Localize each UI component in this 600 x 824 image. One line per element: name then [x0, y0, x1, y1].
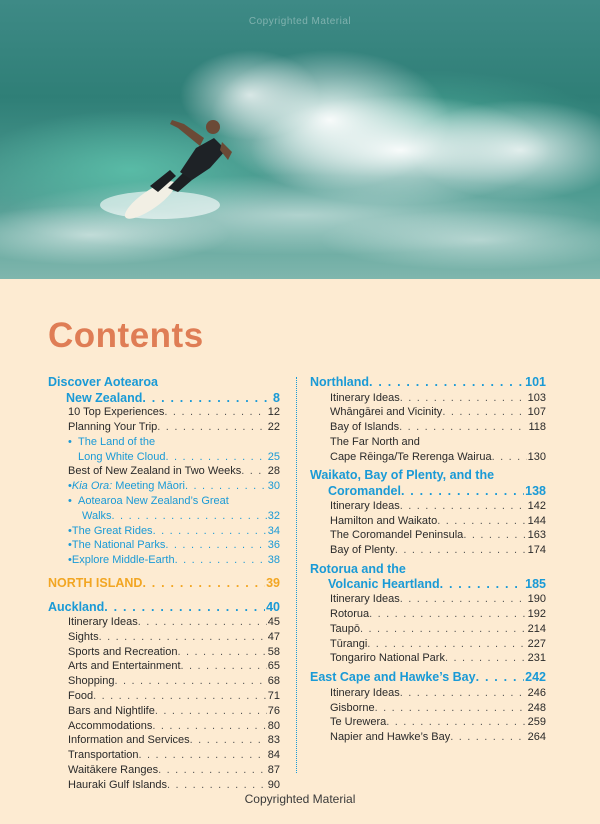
- surfer-on-wave-image: [0, 0, 600, 279]
- toc-item-page: 118: [528, 421, 546, 434]
- toc-item-page: 174: [527, 544, 546, 557]
- leader-dots: [367, 637, 526, 652]
- toc-item-label: Sports and Recreation: [68, 645, 178, 658]
- toc-item-label: Accommodations: [68, 719, 153, 732]
- toc-item-page: 84: [267, 749, 280, 762]
- toc-item[interactable]: Planning Your Trip . . . 22: [48, 420, 280, 435]
- toc-item-label: Information and Services: [68, 734, 190, 747]
- leader-dots: [369, 607, 527, 622]
- toc-item[interactable]: [310, 543, 546, 558]
- toc-item-label: Sights: [68, 630, 99, 643]
- toc-item[interactable]: [310, 651, 546, 666]
- toc-item-page: 90: [267, 778, 280, 791]
- toc-right-column: [310, 374, 546, 745]
- toc-item-page: 87: [267, 764, 280, 777]
- toc-item[interactable]: [310, 730, 546, 745]
- surfer-photo: [0, 0, 600, 279]
- leader-dots: [177, 645, 266, 660]
- toc-item-page: 192: [527, 608, 546, 621]
- toc-item-page: 45: [267, 616, 280, 629]
- toc-item-label: Bay of Islands: [330, 421, 400, 434]
- leader-dots: [167, 778, 267, 793]
- toc-item-label: Tūrangi: [330, 637, 368, 650]
- toc-item-label: Itinerary Ideas: [330, 686, 400, 699]
- leader-dots: [138, 615, 267, 630]
- toc-item-label: Tongariro National Park: [330, 652, 445, 665]
- toc-item-page: 214: [527, 622, 546, 635]
- toc-item-page: 76: [267, 704, 280, 717]
- leader-dots: [400, 499, 527, 514]
- toc-item-page: 58: [267, 645, 280, 658]
- bullet-icon: •: [68, 435, 72, 448]
- toc-item[interactable]: [310, 514, 546, 529]
- toc-item-label: Waitākere Ranges: [68, 764, 159, 777]
- toc-item-label: Bay of Plenty: [330, 544, 395, 557]
- toc-item[interactable]: [48, 645, 280, 660]
- toc-item[interactable]: [48, 674, 280, 689]
- toc-section-north-island[interactable]: NORTH ISLAND . . . 39: [48, 576, 280, 592]
- bullet-icon: •: [68, 495, 72, 508]
- toc-item[interactable]: [310, 391, 546, 406]
- toc-item[interactable]: [310, 622, 546, 637]
- toc-section-rotorua[interactable]: Rotorua and the Volcanic Heartland . . . 185: [310, 562, 546, 592]
- toc-section-discover[interactable]: Discover Aotearoa New Zealand . . . 8: [48, 375, 280, 405]
- toc-item-label: Food: [68, 690, 94, 703]
- leader-dots: [115, 674, 267, 689]
- toc-item-label: Bars and Nightlife: [68, 704, 155, 717]
- leader-dots: [386, 715, 526, 730]
- toc-item[interactable]: [48, 615, 280, 630]
- toc-item[interactable]: [310, 528, 546, 543]
- toc-item[interactable]: [48, 719, 280, 734]
- toc-item[interactable]: The Far North and Cape Rēinga/Te Rerenga Wairua . . . 130: [310, 435, 546, 465]
- toc-item[interactable]: [310, 715, 546, 730]
- toc-section-auckland[interactable]: Auckland . . . 40: [48, 600, 280, 616]
- toc-item-page: 71: [267, 690, 280, 703]
- toc-section-northland[interactable]: Northland . . . 101: [310, 375, 546, 391]
- toc-item[interactable]: [310, 499, 546, 514]
- toc-item-page: 142: [527, 499, 546, 512]
- toc-item-page: 68: [267, 675, 280, 688]
- toc-item[interactable]: [310, 607, 546, 622]
- toc-item[interactable]: [48, 763, 280, 778]
- toc-item-label: Itinerary Ideas: [68, 616, 138, 629]
- toc-item[interactable]: [310, 405, 546, 420]
- toc-bullet-item[interactable]: • Aotearoa New Zealand’s Great Walks . . . 32: [48, 494, 280, 524]
- leader-dots: [395, 543, 527, 558]
- toc-item[interactable]: [310, 420, 546, 435]
- leader-dots: [450, 730, 526, 745]
- leader-dots: [360, 622, 527, 637]
- toc-item[interactable]: [310, 686, 546, 701]
- toc-bullet-item[interactable]: • The National Parks . . . 36: [48, 538, 280, 553]
- toc-item-label: Whāngārei and Vicinity: [330, 406, 443, 419]
- toc-item-label: Itinerary Ideas: [330, 391, 400, 404]
- toc-item[interactable]: Best of New Zealand in Two Weeks . . . 28: [48, 464, 280, 479]
- toc-item-label: Hamilton and Waikato: [330, 514, 438, 527]
- toc-item[interactable]: [310, 701, 546, 716]
- toc-item-label: Te Urewera: [330, 716, 387, 729]
- toc-item-label: Itinerary Ideas: [330, 499, 400, 512]
- toc-left-column: [48, 374, 280, 793]
- toc-item-page: 144: [527, 514, 546, 527]
- leader-dots: [400, 592, 527, 607]
- leader-dots: [445, 651, 527, 666]
- toc-item[interactable]: [48, 630, 280, 645]
- leader-dots: [152, 719, 266, 734]
- bullet-icon: •: [68, 554, 72, 567]
- leader-dots: [158, 763, 267, 778]
- toc-item[interactable]: [48, 748, 280, 763]
- toc-bullet-item[interactable]: • Kia Ora: Meeting Māori . . . 30: [48, 479, 280, 494]
- toc-item-page: 259: [527, 716, 546, 729]
- toc-item[interactable]: [310, 637, 546, 652]
- toc-item[interactable]: [48, 704, 280, 719]
- toc-item-page: 163: [527, 529, 546, 542]
- toc-section-waikato[interactable]: Waikato, Bay of Plenty, and the Coromandel . . . 138: [310, 468, 546, 498]
- toc-item-page: 103: [527, 391, 546, 404]
- toc-bullet-item[interactable]: • The Great Rides . . . 34: [48, 524, 280, 539]
- leader-dots: [400, 686, 527, 701]
- toc-item[interactable]: [48, 689, 280, 704]
- leader-dots: [442, 405, 526, 420]
- toc-item-label: Itinerary Ideas: [330, 593, 400, 606]
- toc-item-label: The Coromandel Peninsula: [330, 529, 464, 542]
- toc-bullet-item[interactable]: • The Land of the Long White Cloud . . . 25: [48, 435, 280, 465]
- toc-item-page: 83: [267, 734, 280, 747]
- toc-item-label: Hauraki Gulf Islands: [68, 778, 168, 791]
- leader-dots: [93, 689, 267, 704]
- toc-item-page: 246: [527, 686, 546, 699]
- toc-item[interactable]: 10 Top Experiences . . . 12: [48, 405, 280, 420]
- toc-item[interactable]: [310, 592, 546, 607]
- toc-item-label: Shopping: [68, 675, 115, 688]
- toc-item-page: 227: [527, 637, 546, 650]
- bullet-icon: •: [68, 524, 72, 537]
- toc-item-label: Gisborne: [330, 701, 375, 714]
- toc-item-page: 47: [267, 630, 280, 643]
- toc-item-page: 264: [527, 731, 546, 744]
- leader-dots: [139, 748, 267, 763]
- toc-item-label: Rotorua: [330, 608, 370, 621]
- leader-dots: [400, 391, 527, 406]
- leader-dots: [155, 704, 267, 719]
- toc-item-page: 65: [267, 660, 280, 673]
- toc-item-page: 80: [267, 719, 280, 732]
- leader-dots: [437, 514, 526, 529]
- leader-dots: [463, 528, 526, 543]
- bullet-icon: •: [68, 539, 72, 552]
- column-divider: [296, 377, 297, 773]
- toc-item-page: 107: [527, 406, 546, 419]
- toc-item[interactable]: [48, 659, 280, 674]
- toc-bullet-item[interactable]: • Explore Middle-Earth . . . 38: [48, 553, 280, 568]
- toc-item-page: 190: [527, 593, 546, 606]
- toc-item-page: 248: [527, 701, 546, 714]
- toc-item-page: 231: [527, 652, 546, 665]
- toc-item-label: Napier and Hawke’s Bay: [330, 731, 451, 744]
- toc-item-label: Arts and Entertainment: [68, 660, 181, 673]
- toc-item-label: Transportation: [68, 749, 139, 762]
- bullet-icon: •: [68, 480, 72, 493]
- leader-dots: [181, 659, 267, 674]
- toc-item-label: Taupō: [330, 622, 360, 635]
- toc-item[interactable]: [48, 778, 280, 793]
- copyright-footer: Copyrighted Material: [244, 792, 356, 806]
- toc-item[interactable]: [48, 733, 280, 748]
- leader-dots: [99, 630, 267, 645]
- leader-dots: [190, 733, 267, 748]
- photo-watermark: Copyrighted Material: [248, 16, 352, 27]
- leader-dots: [399, 420, 527, 435]
- toc-section-east-cape[interactable]: East Cape and Hawke’s Bay . . . 242: [310, 670, 546, 686]
- leader-dots: [375, 701, 527, 716]
- page-title: Contents: [48, 316, 204, 355]
